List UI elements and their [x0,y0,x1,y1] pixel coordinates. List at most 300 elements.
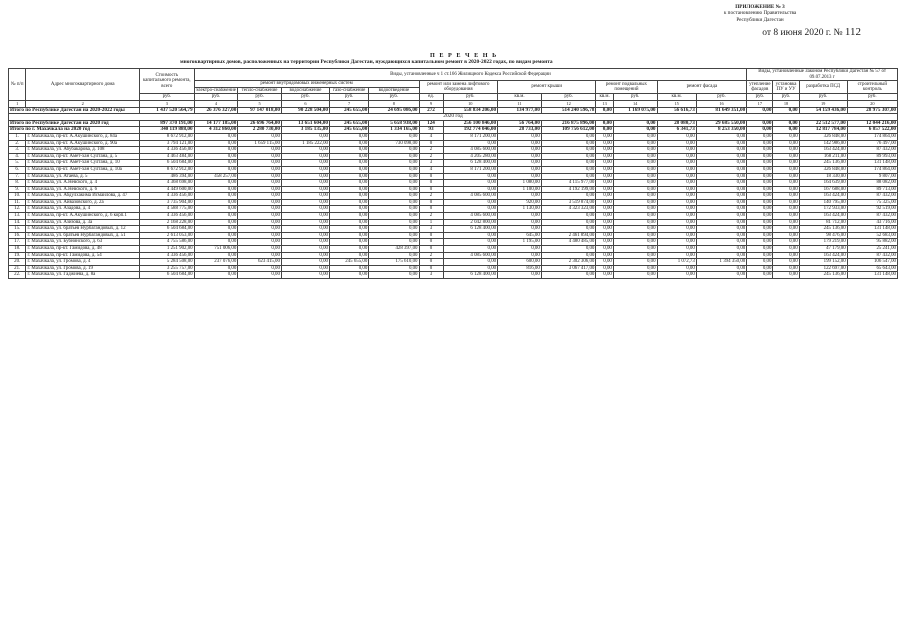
summary-value: 28 975 307,00 [847,107,897,114]
row-value: 0,00 [747,252,773,259]
row-value: 0,00 [696,239,746,246]
row-value: 0,00 [596,186,613,193]
row-value: 3 [419,272,443,279]
row-address: г. Махачкала, ул. братьев Нурбагандовых, д. 51 [26,232,140,239]
header-facade: ремонт фасада [657,81,747,94]
row-value: 0,00 [238,239,282,246]
row-value: 0,00 [613,193,657,200]
row-value: 0,00 [329,226,368,233]
summary-value: 24 695 086,00 [369,107,419,114]
row-value: 8 171 200,00 [443,133,498,140]
row-value: 6 504 684,00 [140,160,195,167]
table-row [9,259,898,266]
row-value: 0,00 [329,272,368,279]
row-value: 0,00 [696,186,746,193]
row-number: 12. [9,206,26,213]
row-value: 0,00 [613,147,657,154]
row-value: 87 432,00 [847,193,897,200]
row-value: 0,00 [238,252,282,259]
row-value: 0 [419,173,443,180]
summary-value: 81 649 351,00 [696,107,746,114]
summary-value: 0,00 [747,120,773,127]
row-value: 0,00 [329,252,368,259]
row-value: 4 [419,133,443,140]
row-value: 0,00 [498,252,542,259]
row-value: 0,00 [329,232,368,239]
row-value: 428 397,00 [369,246,419,253]
row-value: 0,00 [613,272,657,279]
row-value: 0,00 [773,259,799,266]
row-value: 0,00 [657,186,696,193]
row-value: 0,00 [541,133,596,140]
row-value: 0,00 [613,153,657,160]
column-number: 18 [773,100,799,107]
row-value: 164 639,00 [799,180,847,187]
row-value: 0,00 [773,160,799,167]
row-value: 6 504 684,00 [140,272,195,279]
row-value: 0,00 [369,133,419,140]
table-row [9,213,898,220]
row-value: 1 100,00 [498,186,542,193]
row-value: 0,00 [747,206,773,213]
row-value: 0,00 [194,265,238,272]
header-cost: Стоимость капитального ремонта, всего [140,69,195,94]
column-number: 14 [613,100,657,107]
row-value: 0,00 [696,166,746,173]
row-value: 131 148,00 [847,226,897,233]
row-value: 4 755 586,00 [140,239,195,246]
row-value: 0,00 [194,226,238,233]
row-value: 0,00 [596,166,613,173]
row-number: 1. [9,133,26,140]
summary-value: 0,00 [747,127,773,134]
row-value: 0,00 [238,186,282,193]
row-value: 140 795,00 [799,199,847,206]
row-value: 4 368 698,00 [140,180,195,187]
row-value: 0,00 [369,252,419,259]
row-address: г. Махачкала, пр-кт. Амет-хан Султана, д. 5 [26,153,140,160]
row-value: 0,00 [613,226,657,233]
row-value: 3 [419,160,443,167]
row-value: 6 128 400,00 [443,160,498,167]
summary-value: 0,00 [596,127,613,134]
row-value: 0,00 [696,199,746,206]
row-address: г. Махачкала, ул. А.Невского, д. 6 [26,186,140,193]
row-value: 1 [419,219,443,226]
unit-cell: руб. [140,94,195,101]
row-value: 0,00 [329,166,368,173]
summary-value: 56 616,73 [657,107,696,114]
row-value: 0,00 [613,133,657,140]
row-value: 0,00 [281,239,329,246]
column-number: 11 [498,100,542,107]
row-value: 0,00 [281,199,329,206]
row-value: 0,00 [613,186,657,193]
header-basement: ремонт подвальных помещений [596,81,657,94]
row-address: г. Махачкала, ул. Бубнинского, д. 63 [26,239,140,246]
appendix-block [685,4,835,23]
row-value: 4 115 977,00 [541,180,596,187]
row-value: 0,00 [238,219,282,226]
row-value: 0,00 [238,232,282,239]
column-number: 10 [443,100,498,107]
row-value: 0 [419,239,443,246]
row-value: 0,00 [657,133,696,140]
row-value: 95 882,00 [847,239,897,246]
header-address: Адрес многоквартирного дома [26,69,140,101]
row-value: 6 128 400,00 [443,226,498,233]
row-value: 0,00 [498,246,542,253]
row-value: 4 085 600,00 [443,193,498,200]
column-number: 1 [9,100,26,107]
row-value: 0,00 [238,180,282,187]
summary-value: 28 733,00 [498,127,542,134]
summary-value: 3 185 135,00 [281,127,329,134]
row-value: 0,00 [369,180,419,187]
table-row [9,133,898,140]
row-value: 0,00 [613,160,657,167]
table-row [9,252,898,259]
row-value: 0 [419,206,443,213]
summary-value: 245 655,00 [329,107,368,114]
row-value: 0,00 [747,160,773,167]
unit-cell: руб. [329,94,368,101]
row-value: 0,00 [369,153,419,160]
row-value: 0,00 [369,265,419,272]
row-value: 0,00 [613,213,657,220]
row-value: 0,00 [281,193,329,200]
column-number: 5 [238,100,282,107]
row-value: 0,00 [329,213,368,220]
row-value: 0,00 [657,246,696,253]
summary-label: Итого по г. Махачкала на 2020 год [9,127,140,134]
row-value: 0,00 [281,180,329,187]
column-number: 12 [541,100,596,107]
row-value: 0,00 [281,219,329,226]
summary-value: 6 341,73 [657,127,696,134]
row-value: 0,00 [541,147,596,154]
row-value: 0,00 [613,246,657,253]
appendix-line: к постановлению Правительства [723,10,797,17]
row-value: 0,00 [596,140,613,147]
row-value: 87 432,00 [847,147,897,154]
row-value: 0,00 [613,173,657,180]
row-value: 0,00 [329,147,368,154]
row-value: 0,00 [747,173,773,180]
row-value: 0,00 [747,199,773,206]
row-value: 0,00 [329,133,368,140]
row-value: 168 211,00 [799,153,847,160]
row-value: 0,00 [747,153,773,160]
summary-value: 124 [419,120,443,127]
row-value: 172 933,00 [799,206,847,213]
unit-cell: руб. [613,94,657,101]
row-value: 0 [419,259,443,266]
row-value: 0,00 [773,193,799,200]
row-value: 0,00 [329,173,368,180]
row-value: 0,00 [773,173,799,180]
row-value: 0,00 [194,272,238,279]
row-value: 0,00 [696,133,746,140]
row-value: 600,00 [498,259,542,266]
row-value: 816,00 [498,265,542,272]
row-value: 0,00 [696,252,746,259]
table-row [9,246,898,253]
row-number: 18. [9,246,26,253]
row-value: 0,00 [657,206,696,213]
row-value: 645,00 [498,232,542,239]
row-value: 0,00 [613,166,657,173]
row-value: 1 659 115,00 [238,140,282,147]
summary-value: 109 756 612,00 [541,127,596,134]
row-value: 0,00 [443,265,498,272]
table-row [9,239,898,246]
row-value: 89 713,00 [847,186,897,193]
column-number: 9 [419,100,443,107]
row-value: 326 848,00 [799,133,847,140]
row-value: 0,00 [498,213,542,220]
section-year: 2020 год [9,114,898,121]
row-value: 98 476,00 [799,232,847,239]
header-heat: тепло-снабжение [238,87,282,94]
row-value: 0,00 [596,239,613,246]
row-value: 0 [419,232,443,239]
row-value: 0,00 [696,232,746,239]
row-value: 0,00 [498,219,542,226]
row-value: 163 424,00 [799,147,847,154]
row-value: 0,00 [541,193,596,200]
row-value: 0,00 [194,193,238,200]
row-value: 0,00 [194,199,238,206]
row-value: 0,00 [369,147,419,154]
row-value: 0,00 [238,265,282,272]
row-value: 0,00 [443,186,498,193]
row-value: 0,00 [281,246,329,253]
summary-value: 340 119 888,00 [140,127,195,134]
row-value: 0,00 [498,140,542,147]
column-number: 15 [657,100,696,107]
row-value: 486 394,00 [140,173,195,180]
row-value: 0 [419,180,443,187]
unit-cell: кв.м. [596,94,613,101]
summary-value: 897 370 191,00 [140,120,195,127]
row-value: 0,00 [329,239,368,246]
row-value: 4 085 600,00 [443,213,498,220]
summary-value: 12 817 784,00 [799,127,847,134]
row-value: 88 082,00 [847,180,897,187]
row-value: 0,00 [281,252,329,259]
row-value: 0,00 [329,193,368,200]
row-value: 0,00 [238,213,282,220]
row-value: 0,00 [596,272,613,279]
table-row [9,226,898,233]
row-number: 19. [9,252,26,259]
row-value: 0,00 [747,226,773,233]
row-value: 1 195,00 [498,239,542,246]
row-number: 7. [9,173,26,180]
row-value: 0,00 [747,219,773,226]
row-value: 237 076,00 [194,259,238,266]
column-number: 4 [194,100,238,107]
row-value: 0,00 [541,173,596,180]
row-value: 245 136,00 [799,226,847,233]
table-row [9,140,898,147]
row-value: 0,00 [696,140,746,147]
row-value: 0,00 [773,133,799,140]
decree-date [762,26,861,38]
row-value: 0,00 [281,186,329,193]
row-value: 0,00 [773,272,799,279]
row-value: 0,00 [238,166,282,173]
row-value: 0,00 [498,147,542,154]
row-value: 0,00 [329,199,368,206]
row-value: 0,00 [657,272,696,279]
summary-value: 216 875 896,00 [541,120,596,127]
summary-value: 56 764,00 [498,120,542,127]
row-value: 175 610,00 [369,259,419,266]
table-row [9,206,898,213]
row-value: 0,00 [657,239,696,246]
row-value: 458 257,00 [194,173,238,180]
row-value: 0,00 [773,226,799,233]
row-value: 0,00 [443,246,498,253]
row-number: 14. [9,219,26,226]
row-value: 0,00 [696,147,746,154]
row-value: 0,00 [613,140,657,147]
summary-value: 1 169 075,00 [613,107,657,114]
row-value: 751 006,00 [194,246,238,253]
row-value: 0,00 [369,232,419,239]
row-value: 0,00 [194,252,238,259]
row-value: 0,00 [329,265,368,272]
row-value: 0,00 [281,232,329,239]
row-value: 0,00 [194,239,238,246]
row-value: 0,00 [773,166,799,173]
row-value: 0,00 [329,206,368,213]
row-value: 75 325,00 [847,199,897,206]
unit-cell: руб. [238,94,282,101]
units-row [9,94,898,101]
row-value: 730 098,00 [369,140,419,147]
row-value: 0,00 [194,219,238,226]
row-value: 0,00 [747,133,773,140]
row-value: 0,00 [238,206,282,213]
row-value: 0,00 [773,186,799,193]
summary-value: 192 774 046,00 [443,127,498,134]
table-row [9,186,898,193]
row-value: 131 148,00 [847,160,897,167]
header-row [9,69,898,81]
row-value: 4 449 600,00 [140,186,195,193]
row-value: 0,00 [281,259,329,266]
row-value: 9 807,00 [847,173,897,180]
row-value: 0,00 [329,219,368,226]
row-value: 0,00 [773,265,799,272]
row-value: 0,00 [596,265,613,272]
column-number: 8 [369,100,419,107]
unit-cell: ед. [419,94,443,101]
row-value: 0,00 [613,252,657,259]
row-value: 0,00 [773,153,799,160]
row-number: 22. [9,272,26,279]
row-value: 0,00 [613,239,657,246]
row-value: 0,00 [541,272,596,279]
row-value: 1 080,00 [498,180,542,187]
row-value: 199 152,00 [799,259,847,266]
row-value: 0,00 [657,153,696,160]
row-value: 0,00 [369,166,419,173]
row-value: 0,00 [194,166,238,173]
table-row [9,153,898,160]
row-value: 0,00 [443,199,498,206]
summary-value: 245 655,00 [329,120,368,127]
unit-cell: руб. [541,94,596,101]
row-value: 0,00 [773,199,799,206]
row-value: 0,00 [498,133,542,140]
table-row [9,147,898,154]
row-value: 0,00 [657,173,696,180]
row-number: 21. [9,265,26,272]
row-value: 0,00 [541,246,596,253]
row-value: 0,00 [613,219,657,226]
column-number: 13 [596,100,613,107]
row-address: г. Махачкала, ул. Азизова, д. 3а [26,219,140,226]
row-value: 0,00 [747,147,773,154]
row-value: 0,00 [696,219,746,226]
row-value: 0,00 [194,206,238,213]
row-value: 0,00 [369,173,419,180]
row-value: 0,00 [657,180,696,187]
row-address: г. Махачкала, ул. А.Невского, д. 4 [26,180,140,187]
document-title: П Е Р Е Ч Е Н Ь [430,52,498,59]
summary-value: 0,00 [613,120,657,127]
row-value: 179 219,00 [799,239,847,246]
header-water: водоснабжение [281,87,329,94]
row-number: 2. [9,140,26,147]
row-value: 0,00 [596,133,613,140]
row-value: 25 241,00 [847,246,897,253]
appendix-line: Республики Дагестан [736,16,784,23]
row-value: 0,00 [696,180,746,187]
row-address: г. Махачкала, ул. Громова, д. 4 [26,259,140,266]
row-value: 81 712,00 [799,219,847,226]
row-value: 0,00 [613,206,657,213]
summary-value: 0,00 [773,107,799,114]
row-value: 0,00 [329,186,368,193]
summary-value: 272 [419,107,443,114]
row-value: 3 255 757,00 [140,265,195,272]
row-value: 0,00 [657,160,696,167]
summary-value: 1 437 520 564,79 [140,107,195,114]
row-value: 0 [419,246,443,253]
row-value: 4 192 199,00 [541,186,596,193]
row-number: 15. [9,226,26,233]
row-value: 0,00 [613,180,657,187]
summary-value: 22 512 577,00 [799,120,847,127]
row-value: 0,00 [596,206,613,213]
row-value: 0,00 [281,226,329,233]
row-value: 0,00 [443,259,498,266]
row-value: 0,00 [596,213,613,220]
row-value: 0,00 [541,166,596,173]
row-value: 0,00 [747,193,773,200]
row-value: 2 [419,252,443,259]
row-value: 0,00 [369,219,419,226]
header-electro: электро-снабжение [196,87,236,93]
row-value: 0,00 [747,180,773,187]
row-value: 2 [419,193,443,200]
row-address: г. Махачкала, ул. Айвазовского, д. 2а [26,199,140,206]
